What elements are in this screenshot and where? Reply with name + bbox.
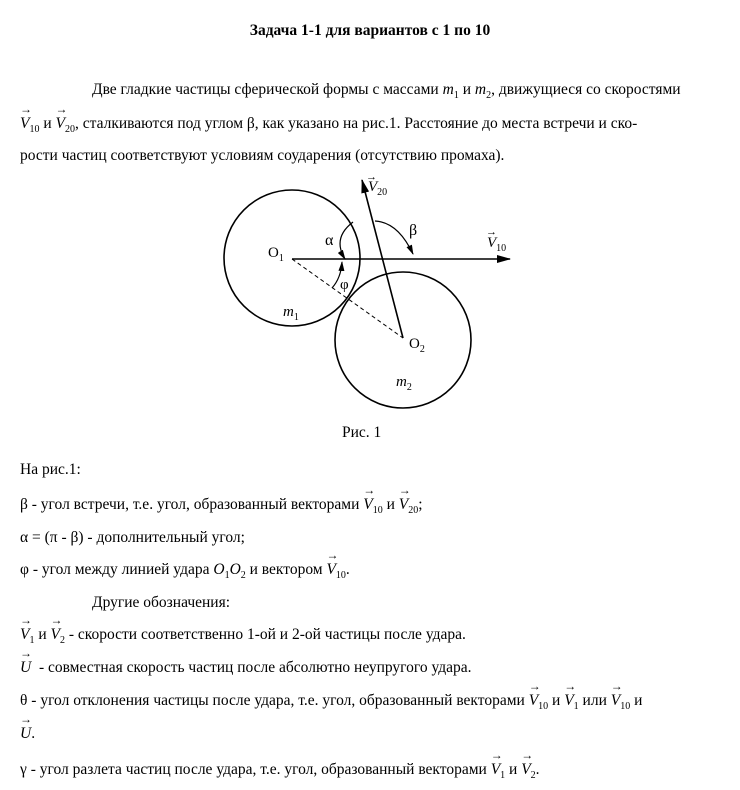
def-theta: θ - угол отклонения частицы после удара, т.е. угол, образованный векторами → $V_{10}$ $и \to V_1$ или → $V_{10}$ и (20, 691, 642, 717)
impact-line-label: $O_1O_2$ (213, 561, 246, 582)
label-o1: $O_1$ (268, 245, 284, 264)
vector-v10: → $V_{10}$ (20, 114, 39, 140)
def-u: → U - совместная скорость частиц после абсолютно неупругого удара. (20, 658, 472, 678)
svg-text:→: → (366, 171, 377, 183)
intro-line-2: → $V_{10}$ $и \to V_{20}$, сталкиваются под углом β, как указано на рис.1. Расстояние до места встречи и ско- (20, 114, 637, 140)
vector-v10: → $V_{10}$ (363, 495, 382, 521)
vector-v1: → $V_1$ (491, 760, 505, 786)
vector-v1: → $V_1$ (564, 691, 578, 717)
mass-m1: $m_1$ (442, 81, 459, 102)
vector-u: → U (20, 658, 31, 678)
svg-text:→: → (486, 226, 497, 238)
mass-m2: $m_2$ (474, 81, 492, 102)
def-alpha: α = (π - β) - дополнительный угол; (20, 529, 245, 546)
intro-line-1: Две гладкие частицы сферической формы с массами $m_1$ и $m_2$, движущиеся со скоростями (92, 81, 681, 102)
label-alpha: α (325, 232, 334, 249)
label-v20: $V_{20}$ (368, 179, 388, 198)
alpha-arc (340, 222, 353, 259)
label-m1: $m_1$ (283, 304, 299, 323)
vector-v2: → $V_2$ (521, 760, 535, 786)
vector-v1: → $V_1$ (20, 625, 34, 651)
label-o2: $O_2$ (409, 336, 425, 355)
vector-v10: → $V_{10}$ (611, 691, 630, 717)
def-gamma: γ - угол разлета частиц после удара, т.е. угол, образованный векторами → $V_1$ $и \to V_2$. (20, 760, 540, 786)
label-phi: φ (340, 277, 349, 293)
vector-v20: → $V_{20}$ (399, 495, 418, 521)
def-theta-cont: → U. (20, 724, 35, 744)
vector-v2: → $V_2$ (51, 625, 65, 651)
vector-v10: → $V_{10}$ (529, 691, 548, 717)
vector-v10: → $V_{10}$ (326, 560, 345, 586)
defs-header: На рис.1: (20, 461, 81, 478)
label-m2: $m_2$ (396, 374, 412, 393)
def-phi: φ - угол между линией удара $O_1O_2$ и вектором → $V_{10}$. (20, 560, 350, 586)
def-v1-v2: → $V_1$ $и \to V_2$ - скорости соответственно 1-ой и 2-ой частицы после удара. (20, 625, 466, 651)
label-beta: β (409, 222, 418, 239)
other-notations: Другие обозначения: (92, 594, 231, 611)
def-beta: β - угол встречи, т.е. угол, образованный векторами → $V_{10}$ $и \to V_{20}$; (20, 495, 423, 521)
page-title: Задача 1-1 для вариантов с 1 по 10 (249, 22, 491, 39)
label-v10: $V_{10}$ (487, 235, 507, 254)
figure-caption: Рис. 1 (342, 424, 382, 441)
collision-figure (0, 170, 740, 450)
vector-u: → U (20, 724, 31, 744)
intro-line-3: рости частиц соответствуют условиям соударения (отсутствию промаха). (20, 147, 505, 164)
vector-v20: → $V_{20}$ (56, 114, 75, 140)
